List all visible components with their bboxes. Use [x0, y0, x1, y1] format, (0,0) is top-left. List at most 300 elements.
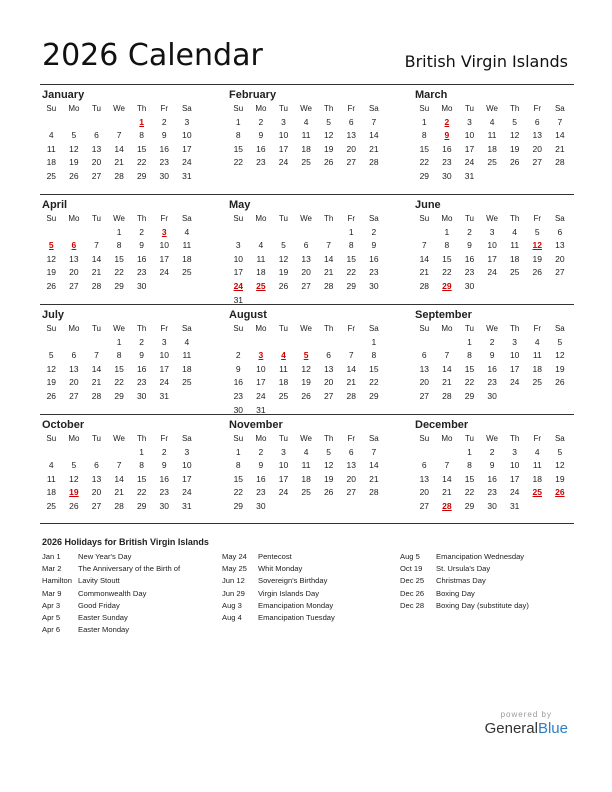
day-cell: 20 — [91, 157, 102, 168]
month-july — [40, 308, 198, 404]
holiday-row — [42, 551, 222, 563]
day-cell: 28 — [442, 390, 452, 401]
brand-general: General — [484, 720, 538, 737]
weekday-header: Fr — [533, 324, 542, 333]
holiday-day-cell: 19 — [69, 487, 79, 498]
day-cell: 18 — [46, 487, 57, 498]
weekday-header: Tu — [464, 214, 474, 223]
day-cell: 11 — [46, 143, 56, 154]
month-grid — [413, 102, 571, 184]
month-grid — [413, 432, 571, 514]
day-cell: 23 — [256, 487, 266, 498]
month-name: May — [229, 199, 251, 211]
day-cell: 19 — [46, 267, 57, 278]
empty-cell — [413, 336, 436, 350]
empty-cell — [108, 446, 131, 460]
day-cell: 16 — [256, 143, 266, 154]
day-cell: 8 — [467, 350, 472, 361]
day-cell: 31 — [256, 404, 266, 415]
weekday-header: Su — [419, 214, 430, 223]
weekday-header: Sa — [368, 434, 379, 443]
weekday-header: Su — [46, 324, 57, 333]
holiday-day-cell: 5 — [303, 350, 309, 361]
day-cell: 12 — [69, 473, 79, 484]
holiday-day-cell: 6 — [71, 240, 77, 251]
day-cell: 18 — [301, 473, 311, 484]
day-cell: 29 — [464, 500, 475, 511]
day-cell: 15 — [464, 473, 475, 484]
holiday-column-1 — [42, 551, 222, 636]
day-cell: 5 — [48, 350, 54, 361]
day-cell: 6 — [71, 350, 77, 361]
day-cell: 6 — [348, 446, 354, 457]
day-cell: 23 — [136, 377, 147, 388]
day-cell: 16 — [487, 473, 497, 484]
holiday-name: Boxing Day — [436, 588, 475, 598]
day-cell: 3 — [184, 116, 190, 127]
day-cell: 22 — [442, 267, 452, 278]
day-cell: 14 — [442, 363, 452, 374]
holiday-date: Jun 29 — [222, 588, 245, 598]
empty-cell — [272, 336, 295, 350]
weekday-header: Tu — [91, 324, 101, 333]
day-cell: 8 — [116, 240, 122, 251]
day-cell: 12 — [46, 363, 57, 374]
weekday-header: Fr — [347, 324, 356, 333]
day-cell: 16 — [369, 253, 379, 264]
generalblue-logo — [485, 710, 568, 737]
holiday-row — [42, 612, 222, 624]
holiday-row — [42, 600, 222, 612]
empty-cell — [413, 446, 436, 460]
day-cell: 6 — [94, 460, 99, 471]
day-cell: 17 — [278, 473, 289, 484]
day-cell: 6 — [534, 116, 540, 127]
day-cell: 24 — [159, 267, 169, 278]
month-march — [413, 88, 571, 184]
holiday-row — [42, 624, 222, 636]
weekday-header: Sa — [368, 214, 379, 223]
day-cell: 10 — [278, 130, 289, 141]
day-cell: 30 — [136, 390, 147, 401]
day-cell: 11 — [182, 350, 192, 361]
month-name: August — [229, 309, 267, 321]
weekday-header: Fr — [533, 434, 542, 443]
holiday-row — [222, 588, 402, 600]
day-cell: 12 — [555, 460, 565, 471]
powered-by-text: powered by — [500, 710, 552, 719]
weekday-header: Mo — [441, 324, 453, 333]
day-cell: 23 — [159, 157, 169, 168]
empty-cell — [85, 226, 108, 240]
weekday-header: We — [300, 324, 312, 333]
day-cell: 21 — [442, 377, 452, 388]
day-cell: 21 — [369, 143, 379, 154]
day-cell: 4 — [184, 226, 190, 237]
holiday-day-cell: 24 — [233, 280, 244, 291]
day-cell: 8 — [235, 130, 241, 141]
weekday-header: Th — [137, 434, 147, 443]
day-cell: 25 — [487, 157, 497, 168]
day-cell: 25 — [278, 390, 289, 401]
empty-cell — [63, 116, 86, 130]
weekday-header: Mo — [255, 214, 267, 223]
day-cell: 20 — [532, 143, 542, 154]
day-cell: 9 — [139, 240, 145, 251]
day-cell: 6 — [557, 226, 563, 237]
weekday-header: Fr — [347, 214, 356, 223]
weekday-header: We — [113, 214, 125, 223]
weekday-header: Fr — [347, 434, 356, 443]
holiday-day-cell: 29 — [442, 280, 452, 291]
day-cell: 2 — [139, 336, 145, 347]
day-cell: 7 — [421, 240, 427, 251]
day-cell: 27 — [419, 390, 430, 401]
weekday-header: Mo — [441, 434, 453, 443]
day-cell: 27 — [91, 170, 102, 181]
holiday-day-cell: 5 — [48, 240, 54, 251]
holiday-row — [42, 588, 222, 600]
day-cell: 1 — [116, 336, 122, 347]
holiday-date: May 24 — [222, 552, 247, 561]
weekday-header: Sa — [181, 434, 192, 443]
day-cell: 12 — [323, 130, 334, 141]
day-cell: 10 — [182, 460, 192, 471]
day-cell: 25 — [301, 157, 311, 168]
day-cell: 4 — [258, 240, 264, 251]
day-cell: 26 — [69, 170, 79, 181]
weekday-header: Mo — [255, 324, 267, 333]
day-cell: 14 — [555, 130, 565, 141]
day-cell: 8 — [421, 130, 427, 141]
weekday-header: We — [486, 434, 498, 443]
month-september — [413, 308, 571, 404]
empty-cell — [40, 226, 63, 240]
day-cell: 13 — [69, 253, 79, 264]
weekday-header: Th — [137, 104, 147, 113]
day-cell: 14 — [323, 253, 334, 264]
day-cell: 9 — [235, 363, 241, 374]
day-cell: 13 — [301, 253, 311, 264]
holiday-name: Easter Sunday — [78, 613, 128, 623]
day-cell: 8 — [139, 130, 145, 141]
day-cell: 22 — [369, 377, 379, 388]
day-cell: 12 — [323, 460, 334, 471]
day-cell: 15 — [136, 143, 147, 154]
day-cell: 3 — [235, 240, 241, 251]
day-cell: 6 — [348, 116, 354, 127]
day-cell: 18 — [278, 377, 289, 388]
month-october — [40, 418, 198, 514]
holiday-day-cell: 3 — [258, 350, 264, 361]
holiday-day-cell: 3 — [161, 226, 167, 237]
day-cell: 16 — [136, 253, 147, 264]
day-cell: 17 — [182, 473, 192, 484]
day-cell: 4 — [303, 446, 309, 457]
day-cell: 16 — [256, 473, 266, 484]
day-cell: 23 — [233, 390, 244, 401]
day-cell: 14 — [369, 130, 379, 141]
day-cell: 30 — [256, 500, 266, 511]
day-cell: 14 — [114, 473, 124, 484]
holiday-name: Emancipation Wednesday — [436, 552, 525, 561]
day-cell: 7 — [94, 240, 99, 251]
weekday-header: We — [486, 104, 498, 113]
day-cell: 26 — [532, 267, 542, 278]
day-cell: 15 — [233, 143, 244, 154]
day-cell: 20 — [301, 267, 311, 278]
day-cell: 15 — [369, 363, 379, 374]
day-cell: 25 — [532, 377, 542, 388]
day-cell: 9 — [258, 130, 264, 141]
day-cell: 20 — [323, 377, 334, 388]
day-cell: 27 — [419, 500, 430, 511]
month-grid — [227, 432, 385, 514]
weekday-header: Tu — [464, 434, 474, 443]
day-cell: 14 — [369, 460, 379, 471]
day-cell: 22 — [136, 487, 147, 498]
day-cell: 22 — [464, 377, 475, 388]
day-cell: 6 — [326, 350, 332, 361]
holiday-row — [400, 563, 580, 575]
day-cell: 28 — [91, 280, 102, 291]
day-cell: 10 — [159, 240, 169, 251]
day-cell: 27 — [555, 267, 565, 278]
weekday-header: Tu — [464, 324, 474, 333]
month-may — [227, 198, 385, 307]
month-name: October — [42, 419, 85, 431]
day-cell: 31 — [182, 500, 192, 511]
day-cell: 6 — [94, 130, 99, 141]
weekday-header: Th — [510, 214, 520, 223]
empty-cell — [250, 336, 273, 350]
empty-cell — [317, 226, 340, 240]
empty-cell — [63, 336, 86, 350]
day-cell: 16 — [487, 363, 497, 374]
day-cell: 6 — [421, 460, 427, 471]
day-cell: 6 — [303, 240, 309, 251]
day-cell: 28 — [114, 170, 124, 181]
day-cell: 16 — [159, 473, 169, 484]
day-cell: 9 — [489, 350, 495, 361]
weekday-header: Su — [419, 104, 430, 113]
day-cell: 9 — [489, 460, 495, 471]
day-cell: 15 — [346, 253, 356, 264]
day-cell: 27 — [91, 500, 102, 511]
day-cell: 29 — [464, 390, 475, 401]
day-cell: 24 — [182, 157, 192, 168]
day-cell: 11 — [487, 130, 497, 141]
day-cell: 1 — [116, 226, 122, 237]
day-cell: 17 — [487, 253, 497, 264]
day-cell: 16 — [442, 143, 452, 154]
day-cell: 14 — [91, 253, 102, 264]
day-cell: 11 — [182, 240, 192, 251]
day-cell: 3 — [281, 446, 286, 457]
day-cell: 24 — [278, 487, 289, 498]
day-cell: 20 — [69, 267, 79, 278]
holiday-date: Oct 19 — [400, 564, 423, 574]
weekday-header: Th — [510, 324, 520, 333]
day-cell: 1 — [421, 116, 427, 127]
day-cell: 18 — [301, 143, 311, 154]
day-cell: 7 — [371, 446, 377, 457]
weekday-header: Fr — [160, 434, 169, 443]
day-cell: 31 — [159, 390, 169, 401]
month-grid — [413, 322, 571, 404]
day-cell: 4 — [303, 116, 309, 127]
brand-name — [485, 720, 568, 737]
day-cell: 15 — [114, 363, 124, 374]
day-cell: 29 — [233, 500, 244, 511]
day-cell: 5 — [512, 116, 518, 127]
day-cell: 5 — [326, 446, 332, 457]
day-cell: 11 — [301, 130, 311, 141]
day-cell: 1 — [348, 226, 354, 237]
day-cell: 9 — [161, 130, 167, 141]
day-cell: 29 — [419, 170, 430, 181]
day-cell: 26 — [278, 280, 289, 291]
day-cell: 31 — [233, 294, 244, 305]
day-cell: 20 — [346, 143, 356, 154]
day-cell: 28 — [346, 390, 356, 401]
day-cell: 13 — [532, 130, 542, 141]
day-cell: 8 — [371, 350, 377, 361]
month-name: March — [415, 89, 448, 101]
holiday-day-cell: 12 — [532, 240, 542, 251]
month-grid — [40, 322, 198, 404]
empty-cell — [85, 116, 108, 130]
holiday-day-cell: 25 — [256, 280, 266, 291]
day-cell: 3 — [467, 116, 472, 127]
day-cell: 22 — [233, 157, 244, 168]
weekday-header: Sa — [554, 324, 565, 333]
weekday-header: Fr — [160, 214, 169, 223]
month-name: December — [415, 419, 469, 431]
month-april — [40, 198, 198, 294]
holiday-column-3 — [400, 551, 580, 612]
holiday-row — [222, 600, 402, 612]
weekday-header: Mo — [255, 434, 267, 443]
empty-cell — [63, 226, 86, 240]
day-cell: 17 — [256, 377, 266, 388]
day-cell: 12 — [278, 253, 289, 264]
holiday-name: Lavity Stoutt — [78, 576, 120, 586]
day-cell: 11 — [510, 240, 520, 251]
day-cell: 12 — [301, 363, 311, 374]
day-cell: 7 — [444, 350, 450, 361]
day-cell: 23 — [464, 267, 475, 278]
month-december — [413, 418, 571, 514]
day-cell: 24 — [159, 377, 169, 388]
weekday-header: Mo — [68, 324, 80, 333]
day-cell: 21 — [346, 377, 356, 388]
holiday-date: Hamilton — [42, 576, 72, 586]
empty-cell — [295, 336, 318, 350]
day-cell: 3 — [489, 226, 495, 237]
day-cell: 25 — [509, 267, 520, 278]
holiday-row — [42, 563, 222, 575]
holiday-date: Aug 4 — [222, 613, 242, 623]
day-cell: 26 — [46, 280, 57, 291]
day-cell: 11 — [256, 253, 266, 264]
holiday-row — [400, 588, 580, 600]
day-cell: 22 — [419, 157, 430, 168]
region-name: British Virgin Islands — [404, 52, 568, 71]
day-cell: 13 — [91, 473, 102, 484]
day-cell: 12 — [69, 143, 79, 154]
day-cell: 15 — [442, 253, 452, 264]
weekday-header: Th — [324, 104, 334, 113]
month-june — [413, 198, 571, 294]
holiday-row — [222, 612, 402, 624]
weekday-header: We — [486, 214, 498, 223]
day-cell: 20 — [419, 487, 430, 498]
weekday-header: We — [486, 324, 498, 333]
day-cell: 26 — [555, 377, 565, 388]
day-cell: 29 — [114, 280, 124, 291]
month-grid — [227, 322, 385, 417]
day-cell: 14 — [419, 253, 430, 264]
day-cell: 18 — [46, 157, 57, 168]
weekday-header: Th — [510, 434, 520, 443]
month-name: June — [415, 199, 441, 211]
weekday-header: Th — [510, 104, 520, 113]
weekday-header: Tu — [278, 324, 288, 333]
weekday-header: Tu — [91, 214, 101, 223]
holiday-day-cell: 2 — [444, 116, 450, 127]
weekday-header: Fr — [160, 104, 169, 113]
day-cell: 11 — [532, 350, 542, 361]
day-cell: 13 — [346, 460, 356, 471]
holiday-date: Dec 26 — [400, 588, 425, 598]
day-cell: 28 — [419, 280, 430, 291]
day-cell: 12 — [509, 130, 520, 141]
day-cell: 15 — [114, 253, 124, 264]
day-cell: 23 — [442, 157, 452, 168]
divider-bottom — [40, 523, 574, 524]
day-cell: 26 — [323, 487, 334, 498]
holiday-date: Mar 2 — [42, 564, 62, 574]
day-cell: 24 — [256, 390, 266, 401]
weekday-header: Sa — [554, 434, 565, 443]
weekday-header: Tu — [278, 104, 288, 113]
day-cell: 4 — [489, 116, 495, 127]
day-cell: 28 — [555, 157, 565, 168]
holiday-name: Virgin Islands Day — [258, 588, 320, 598]
divider-row-1 — [40, 194, 574, 195]
holiday-date: Apr 5 — [42, 613, 61, 623]
weekday-header: Su — [46, 104, 57, 113]
day-cell: 25 — [301, 487, 311, 498]
empty-cell — [295, 226, 318, 240]
day-cell: 7 — [326, 240, 332, 251]
weekday-header: We — [300, 214, 312, 223]
day-cell: 5 — [71, 460, 77, 471]
day-cell: 2 — [371, 226, 377, 237]
holiday-row — [400, 575, 580, 587]
day-cell: 7 — [444, 460, 450, 471]
day-cell: 12 — [555, 350, 565, 361]
day-cell: 7 — [557, 116, 563, 127]
weekday-header: Su — [233, 434, 244, 443]
day-cell: 31 — [464, 170, 475, 181]
empty-cell — [85, 446, 108, 460]
day-cell: 21 — [419, 267, 430, 278]
day-cell: 21 — [91, 267, 102, 278]
day-cell: 16 — [464, 253, 475, 264]
empty-cell — [108, 116, 131, 130]
